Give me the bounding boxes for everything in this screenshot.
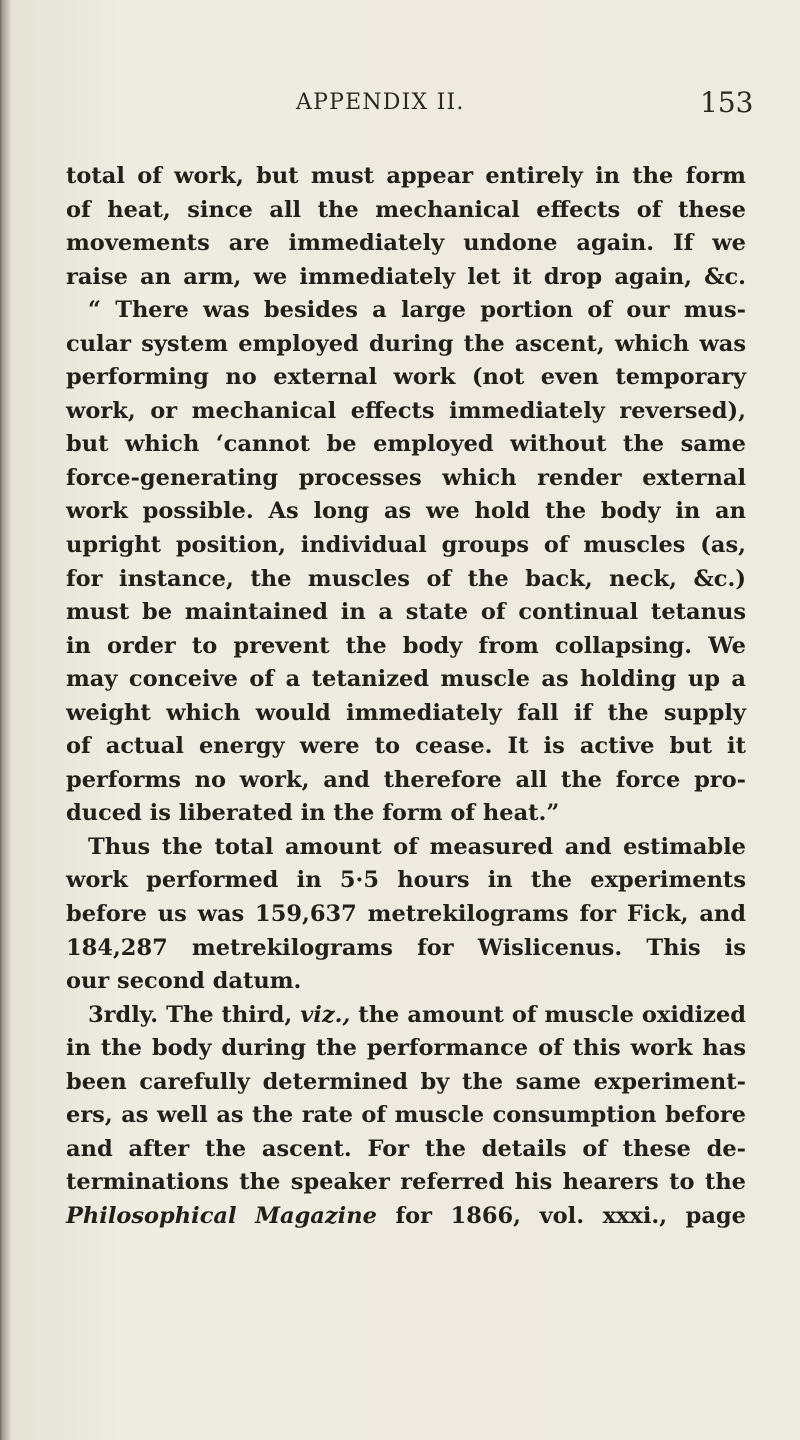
text-line: and after the ascent. For the details of these de- xyxy=(66,1135,746,1162)
text-line: before us was 159,637 metrekilograms for Fick, and xyxy=(66,901,746,928)
text-line: “ There was besides a large portion of our mus- xyxy=(88,297,746,324)
running-title: APPENDIX II. xyxy=(296,90,465,115)
text-line: work performed in 5·5 hours in the experiments xyxy=(66,867,746,894)
binding-shadow xyxy=(0,0,10,1440)
text-line: upright position, individual groups of muscles (as, xyxy=(66,532,746,559)
text-line: ers, as well as the rate of muscle consumption before xyxy=(66,1102,746,1129)
text-line: of heat, since all the mechanical effects of these xyxy=(66,196,746,223)
text-line: work, or mechanical effects immediately reversed), xyxy=(66,397,746,424)
running-head xyxy=(0,86,800,126)
text-line: in the body during the performance of this work has xyxy=(66,1035,746,1062)
text-line: force-generating processes which render external xyxy=(66,464,746,491)
text-line: duced is liberated in the form of heat.” xyxy=(66,800,560,827)
text-line: our second datum. xyxy=(66,968,302,995)
text-line: 184,287 metrekilograms for Wislicenus. This is xyxy=(66,934,746,961)
text-line: performing no external work (not even temporary xyxy=(66,364,746,391)
text-line: for instance, the muscles of the back, neck, &c.) xyxy=(66,565,746,592)
text-line: cular system employed during the ascent, which was xyxy=(66,330,746,357)
text-line: may conceive of a tetanized muscle as holding up a xyxy=(66,666,746,693)
body-text xyxy=(66,160,746,1234)
text-line: 3rdly. The third, viz., the amount of muscle oxidized xyxy=(88,1001,746,1028)
text-line: terminations the speaker referred his hearers to the xyxy=(66,1169,746,1196)
text-line: been carefully determined by the same experiment- xyxy=(66,1068,746,1095)
page-number: 153 xyxy=(700,86,754,119)
text-line: work possible. As long as we hold the body in an xyxy=(66,498,746,525)
text-line: performs no work, and therefore all the force pro- xyxy=(66,766,746,793)
text-line: raise an arm, we immediately let it drop again, &c. xyxy=(66,263,746,290)
text-line: Philosophical Magazine for 1866, vol. xxxi., page xyxy=(66,1202,746,1229)
text-line: must be maintained in a state of continual tetanus xyxy=(66,599,746,626)
text-line: weight which would immediately fall if the supply xyxy=(66,699,746,726)
text-line: in order to prevent the body from collapsing. We xyxy=(66,632,746,659)
text-line: of actual energy were to cease. It is active but it xyxy=(66,733,746,760)
text-line: movements are immediately undone again. If we xyxy=(66,230,746,257)
text-line: Thus the total amount of measured and estimable xyxy=(88,833,746,860)
text-line: total of work, but must appear entirely in the form xyxy=(66,163,746,189)
text-line: but which ‘cannot be employed without the same xyxy=(66,431,746,458)
